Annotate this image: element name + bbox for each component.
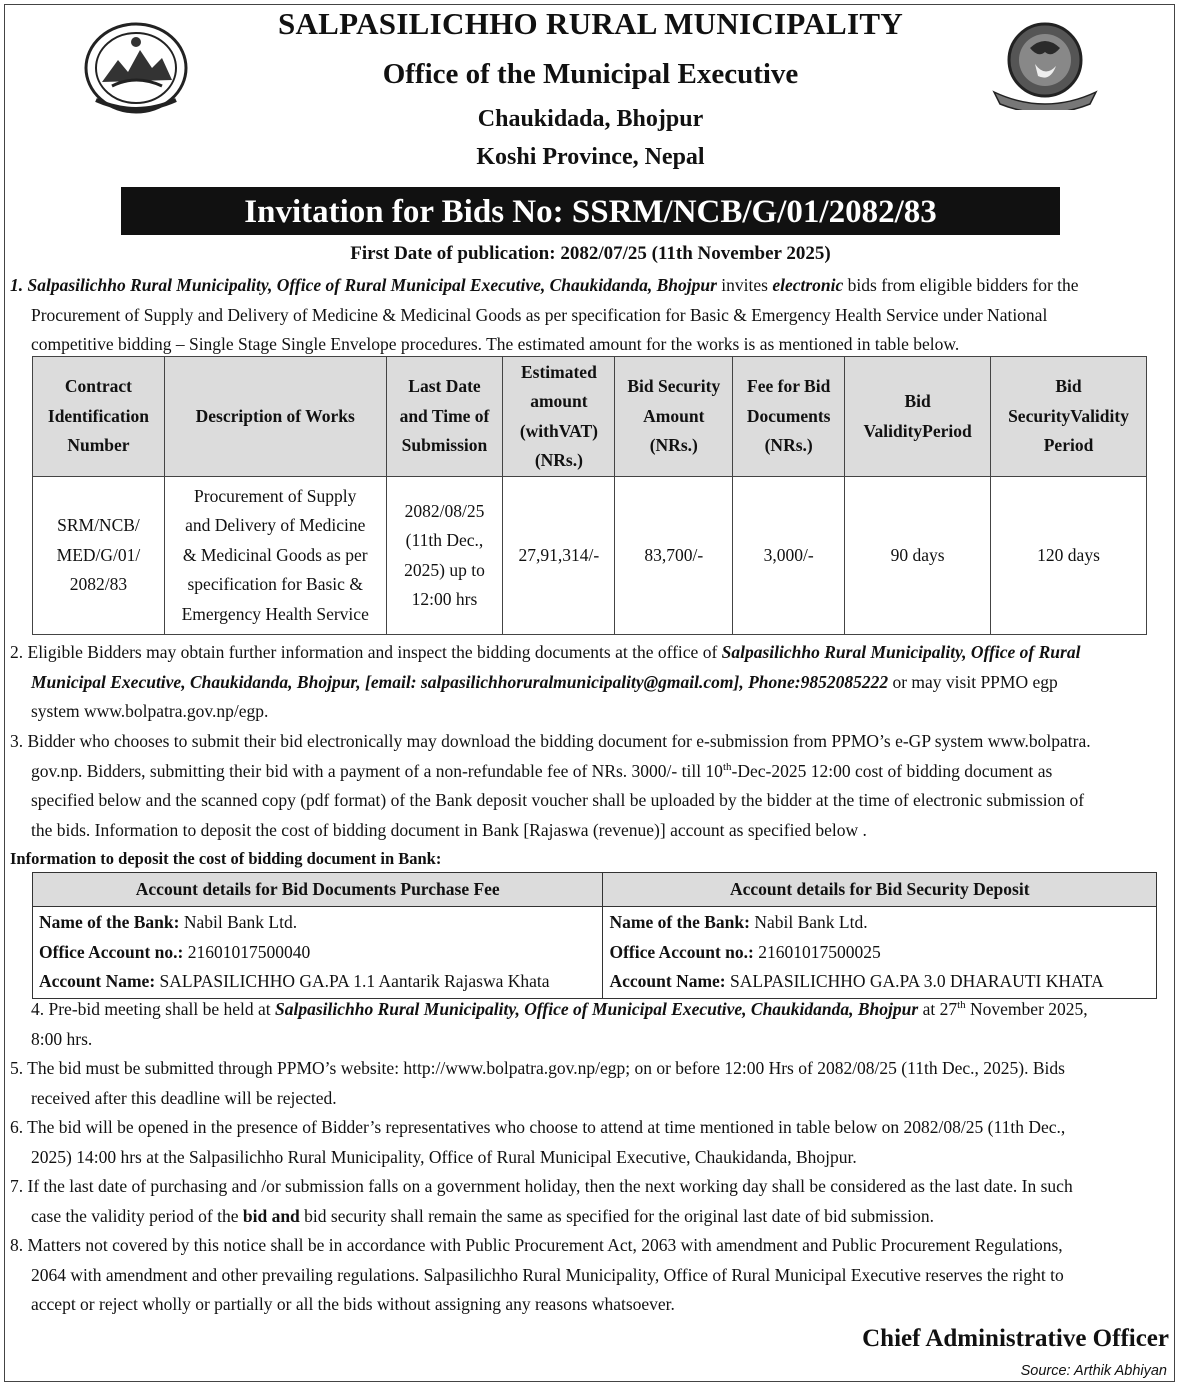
paragraph-6: [10, 1113, 1170, 1172]
bank-left-details: [33, 907, 603, 999]
contact-details: Municipal Executive, Chaukidanda, Bhojpur, [email: salpasilichhoruralmunicipality@gmail.com], Phone:9852085222: [31, 671, 889, 692]
publication-date: First Date of publication: 2082/07/25 (11th November 2025): [350, 243, 831, 264]
text: 4. Pre-bid meeting shall be held at: [31, 999, 275, 1019]
text: bid security shall remain the same as specified for the original last date of bid submission.: [299, 1205, 935, 1226]
col-last-date: Last Date and Time of Submission: [386, 357, 503, 477]
value: SALPASILICHHO GA.PA 1.1 Aantarik Rajaswa Khata: [155, 971, 550, 991]
bank-header-row: [33, 873, 1157, 907]
office-name: Salpasilichho Rural Municipality, Office of Rural: [721, 642, 1081, 662]
text-line: 8. Matters not covered by this notice shall be in accordance with Public Procurement Act, 2063 with amendment and Public Procurement Regulations,: [10, 1235, 1063, 1255]
paragraph-4: [10, 995, 1170, 1054]
bank-info-label: Information to deposit the cost of bidding document in Bank:: [10, 849, 442, 868]
text-line: specified below and the scanned copy (pdf format) of the Bank deposit voucher shall be uploaded by the bidder at the time of electronic submission of: [31, 790, 1085, 810]
paragraph-3: [10, 727, 1170, 845]
col-description: Description of Works: [164, 357, 386, 477]
text-line: competitive bidding – Single Stage Single Envelope procedures. The estimated amount for the works is as mentioned in table below.: [31, 334, 960, 354]
paragraph-8: [10, 1231, 1170, 1320]
text-line: 6. The bid will be opened in the presence of Bidder’s representatives who choose to attend at time mentioned in table below on 2082/08/25 (11th Dec.,: [10, 1117, 1066, 1137]
cell-description: Procurement of Supply and Delivery of Medicine & Medicinal Goods as per specification for Basic & Emergency Health Service: [164, 477, 386, 635]
text: at 27: [918, 999, 958, 1019]
paragraph-5: [10, 1054, 1170, 1113]
source-credit: Source: Arthik Abhiyan: [1020, 1363, 1167, 1379]
province-line: Koshi Province, Nepal: [476, 144, 705, 170]
label: Name of the Bank:: [39, 912, 180, 932]
text-line: accept or reject wholly or partially or all the bids without assigning any reasons whatsoever.: [31, 1294, 675, 1314]
col-security-validity: Bid SecurityValidity Period: [991, 357, 1147, 477]
text-line: 8:00 hrs.: [31, 1028, 93, 1049]
col-contract-id: Contract Identification Number: [33, 357, 165, 477]
bank-table: [32, 872, 1157, 999]
label: Account Name:: [609, 971, 726, 991]
text-line: 2025) 14:00 hrs at the Salpasilichho Rural Municipality, Office of Rural Municipal Executive, Chaukidanda, Bhojpur.: [31, 1146, 857, 1167]
text-line: 7. If the last date of purchasing and /or submission falls on a government holiday, then the next working day shall be considered as the last date. In such: [10, 1176, 1073, 1196]
text-line: 5. The bid must be submitted through PPMO’s website: http://www.bolpatra.gov.np/egp; on or before 12:00 Hrs of 2082/08/25 (11th Dec., 2025). Bids: [10, 1058, 1065, 1078]
text-line: the bids. Information to deposit the cost of bidding document in Bank [Rajaswa (revenue)] account as specified below .: [31, 819, 867, 840]
paragraph-1: [10, 271, 1170, 360]
cell-bid-security: 83,700/-: [615, 477, 733, 635]
value: Nabil Bank Ltd.: [179, 912, 298, 932]
cell-last-date: 2082/08/25 (11th Dec., 2025) up to 12:00 hrs: [386, 477, 503, 635]
label: Name of the Bank:: [609, 912, 750, 932]
col-estimate: Estimated amount (withVAT) (NRs.): [503, 357, 615, 477]
paragraph-2: [10, 638, 1170, 727]
label: Office Account no.:: [39, 941, 184, 962]
text: invites: [716, 275, 773, 295]
text: case the validity period of the: [31, 1205, 243, 1226]
venue: Salpasilichho Rural Municipality, Office of Municipal Executive, Chaukidanda, Bhojpur: [274, 999, 919, 1019]
table-row: [33, 477, 1147, 635]
label: Account Name:: [39, 971, 156, 991]
text-line: system www.bolpatra.gov.np/egp.: [31, 701, 269, 721]
signatory: Chief Administrative Officer: [862, 1325, 1169, 1352]
bank-right-details: [603, 907, 1157, 999]
text-line: 3. Bidder who chooses to submit their bid electronically may download the bidding document for e-submission from PPMO’s e-GP system www.bolpatra.: [10, 731, 1091, 751]
office-title: Office of the Municipal Executive: [382, 58, 799, 90]
cell-estimate: 27,91,314/-: [503, 477, 615, 635]
text-emphasis: bid and: [242, 1205, 300, 1226]
text: 2. Eligible Bidders may obtain further information and inspect the bidding documents at the office of: [10, 642, 722, 662]
cell-contract-id: SRM/NCB/ MED/G/01/ 2082/83: [33, 477, 165, 635]
value: 21601017500040: [183, 941, 311, 962]
text: gov.np. Bidders, submitting their bid with a payment of a non-refundable fee of NRs. 3000/- till 10: [31, 760, 723, 781]
superscript: th: [722, 760, 732, 773]
value: 21601017500025: [753, 941, 881, 962]
text-line: Procurement of Supply and Delivery of Medicine & Medicinal Goods as per specification for Basic & Emergency Health Service under National: [31, 304, 1048, 325]
bank-left-header: Account details for Bid Documents Purchase Fee: [33, 873, 603, 907]
cell-validity: 90 days: [845, 477, 991, 635]
issuer-name: 1. Salpasilichho Rural Municipality, Office of Rural Municipal Executive, Chaukidanda, Bhojpur: [10, 275, 717, 295]
bank-details-row: [33, 907, 1157, 999]
value: Nabil Bank Ltd.: [749, 912, 868, 932]
text: bids from eligible bidders for the: [843, 275, 1079, 295]
municipality-name: SALPASILICHHO RURAL MUNICIPALITY: [277, 6, 904, 41]
text: -Dec-2025 12:00 cost of bidding document as: [731, 760, 1053, 781]
text-line: 2064 with amendment and other prevailing regulations. Salpasilichho Rural Municipality, Office of Rural Municipal Executive reserves the right to: [31, 1264, 1064, 1285]
bank-right-header: Account details for Bid Security Deposit: [603, 873, 1157, 907]
cell-fee: 3,000/-: [733, 477, 845, 635]
cell-security-validity: 120 days: [991, 477, 1147, 635]
text-emphasis: electronic: [772, 275, 844, 295]
text: or may visit PPMO egp: [888, 671, 1058, 692]
bid-table: [32, 356, 1147, 635]
invitation-banner: Invitation for Bids No: SSRM/NCB/G/01/2082/83: [121, 187, 1060, 235]
superscript: th: [957, 999, 966, 1012]
col-validity: Bid ValidityPeriod: [845, 357, 991, 477]
col-bid-security: Bid Security Amount (NRs.): [615, 357, 733, 477]
text-line: received after this deadline will be rejected.: [31, 1087, 337, 1108]
text: November 2025,: [965, 999, 1088, 1019]
location-line: Chaukidada, Bhojpur: [477, 106, 704, 132]
table-header-row: [33, 357, 1147, 477]
paragraph-7: [10, 1172, 1170, 1231]
col-fee: Fee for Bid Documents (NRs.): [733, 357, 845, 477]
value: SALPASILICHHO GA.PA 3.0 DHARAUTI KHATA: [725, 971, 1104, 991]
label: Office Account no.:: [609, 941, 754, 962]
